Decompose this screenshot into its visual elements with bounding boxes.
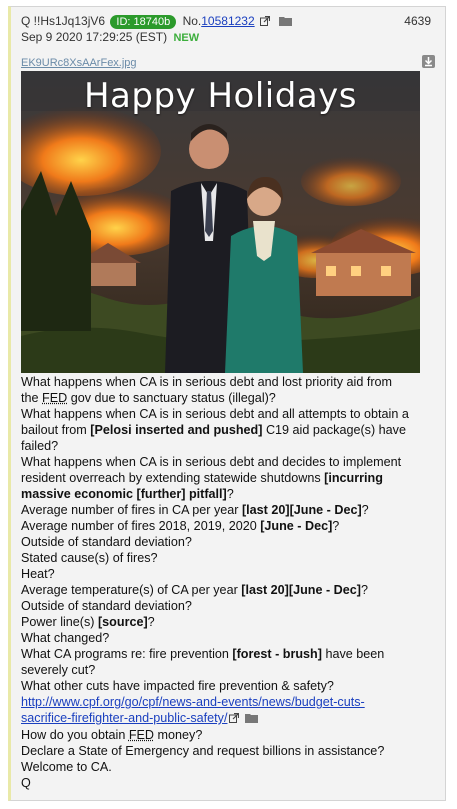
body-line: What happens when CA is in serious debt and all attempts to obtain a [21, 407, 409, 421]
body-line: Average number of fires in CA per year [last 20][June - Dec]? [21, 503, 369, 517]
body-line: Outside of standard deviation? [21, 535, 192, 549]
body-line: the FED gov due to sanctuary status (illegal)? [21, 391, 276, 405]
body-line: Outside of standard deviation? [21, 599, 192, 613]
id-badge[interactable]: ID: 18740b [110, 15, 176, 29]
body-line: bailout from [Pelosi inserted and pushed] C19 aid package(s) have [21, 423, 406, 437]
body-line: Power line(s) [source]? [21, 615, 155, 629]
body-line: failed? [21, 439, 59, 453]
file-name-link[interactable]: EK9URc8XsAArFex.jpg [21, 57, 137, 69]
post-header [21, 13, 437, 29]
body-line: What happens when CA is in serious debt and decides to implement [21, 455, 402, 469]
post-container [8, 6, 446, 801]
signature: Q [21, 776, 31, 790]
post-count: 4639 [404, 14, 431, 28]
body-line: severely cut? [21, 663, 96, 677]
post-number-label: No. [182, 14, 202, 28]
post-image[interactable] [21, 71, 420, 373]
body-line: What CA programs re: fire prevention [forest - brush] have been [21, 647, 385, 661]
author-name: Q !!Hs1Jq13jV6 [21, 14, 106, 28]
body-line: resident overreach by extending statewide shutdowns [incurring [21, 471, 383, 485]
body-line: What happens when CA is in serious debt and lost priority aid from [21, 375, 393, 389]
folder-icon[interactable] [245, 711, 258, 727]
image-scene [21, 71, 420, 373]
body-line: massive economic [further] pitfall]? [21, 487, 234, 501]
body-line: What changed? [21, 631, 110, 645]
new-badge: NEW [173, 32, 200, 44]
body-line [21, 694, 445, 710]
body-line: What other cuts have impacted fire prevention & safety? [21, 679, 334, 693]
post-body [21, 374, 445, 791]
external-link-icon[interactable] [260, 14, 270, 30]
fed-abbr: FED [128, 728, 155, 742]
body-line: Declare a State of Emergency and request billions in assistance? [21, 744, 385, 758]
body-line: Average temperature(s) of CA per year [last 20][June - Dec]? [21, 583, 368, 597]
body-line: Heat? [21, 567, 55, 581]
body-line: Average number of fires 2018, 2019, 2020 [June - Dec]? [21, 519, 340, 533]
post-meta [21, 29, 199, 45]
timestamp: Sep 9 2020 17:29:25 (EST) [21, 30, 168, 44]
article-link[interactable]: http://www.cpf.org/go/cpf/news-and-events/news/budget-cuts- [21, 695, 365, 709]
body-line: How do you obtain FED money? [21, 728, 203, 742]
download-icon[interactable] [422, 55, 435, 68]
folder-icon[interactable] [279, 14, 292, 30]
body-line [21, 710, 445, 727]
external-link-icon[interactable] [229, 711, 239, 727]
body-line: Welcome to CA. [21, 760, 112, 774]
body-line: Stated cause(s) of fires? [21, 551, 158, 565]
post-number-link[interactable]: 10581232 [201, 14, 255, 28]
image-overlay-text: Happy Holidays [83, 76, 357, 116]
fed-abbr: FED [42, 391, 68, 405]
article-link-cont[interactable]: sacrifice-firefighter-and-public-safety/ [21, 711, 228, 725]
